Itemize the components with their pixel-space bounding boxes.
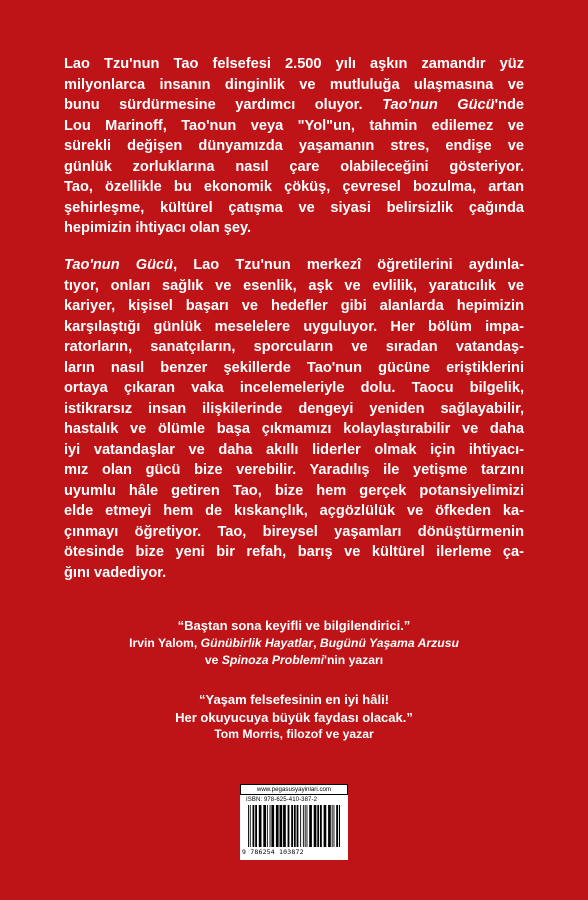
paragraph-line	[64, 399, 524, 420]
barcode-bar	[263, 805, 266, 847]
bold-text: Lao Tzu'nun Tao felsefesi	[64, 56, 271, 72]
barcode-bar	[280, 805, 283, 847]
barcode-bar	[305, 805, 306, 847]
barcode-bars-icon	[248, 805, 340, 847]
barcode-bar	[253, 805, 255, 847]
body-text: ve	[204, 653, 222, 667]
barcode-bar	[271, 805, 274, 847]
body-text: , Lao Tzu'nun merkezî öğretilerini aydınla-	[173, 257, 525, 273]
review-quote-1	[64, 617, 524, 670]
barcode-bar	[303, 805, 304, 847]
body-text: milyonlarca insanın dinginlik ve mutluluğa ulaşmasına ve	[64, 76, 524, 93]
body-text: iyi vatandaşlar ve daha akıllı liderler olmak için ihtiyacı-	[64, 441, 524, 458]
barcode-bar	[324, 805, 327, 847]
barcode-bar	[332, 805, 333, 847]
body-text: bunu sürdürmesine yardımcı oluyor.	[64, 97, 383, 113]
paragraph-line	[64, 136, 524, 157]
barcode-panel	[240, 784, 348, 860]
description-paragraph-1	[64, 54, 524, 239]
italic-title-text: Günübirlik Hayatlar	[200, 635, 314, 650]
barcode-bar	[294, 805, 296, 847]
body-text: karşılaştığı günlük meselelere uyguluyor. Her bölüm impa-	[64, 318, 524, 335]
barcode-bar	[320, 805, 322, 847]
paragraph-line	[64, 75, 524, 96]
publisher-url: www.pegasusyayinlari.com	[240, 784, 348, 795]
body-text: hepimizin ihtiyacı olan şey.	[64, 220, 252, 236]
barcode-bar	[288, 805, 290, 847]
paragraph-line	[64, 440, 524, 461]
barcode-bar	[339, 805, 340, 847]
paragraph-line	[64, 522, 524, 543]
body-text: uyumlu hâle getiren Tao, bize hem gerçek potansiyelimizi	[64, 482, 524, 499]
paragraph-line	[64, 317, 524, 338]
body-text: Irvin Yalom,	[129, 635, 201, 650]
italic-title-text: Tao'nun Gücü	[382, 97, 495, 113]
barcode-bar	[328, 805, 331, 847]
paragraph-line	[64, 116, 524, 137]
body-text: ,	[313, 635, 320, 650]
barcode-bar	[317, 805, 319, 847]
paragraph-line	[64, 542, 524, 563]
italic-title-text: Bugünü Yaşama Arzusu	[319, 635, 459, 650]
barcode-digits: 9 786254 103872	[242, 848, 304, 856]
paragraph-line	[64, 157, 524, 178]
barcode-bar	[297, 805, 299, 847]
barcode-bar	[259, 805, 262, 847]
paragraph-line	[64, 481, 524, 502]
barcode-bar	[291, 805, 293, 847]
barcode-bar	[267, 805, 268, 847]
paragraph-line	[64, 501, 524, 522]
paragraph-line	[64, 419, 524, 440]
barcode-bar	[300, 805, 301, 847]
barcode-bar	[248, 805, 249, 847]
body-text: mız olan gücü bize verebilir. Yaradılış ile yetişme tarzını	[64, 462, 524, 478]
barcode-bar	[309, 805, 312, 847]
barcode-bar	[334, 805, 335, 847]
barcode-bar	[283, 805, 286, 847]
body-text: çınmayı öğretiyor. Tao, bireysel yaşamları dönüştürmenin	[64, 523, 524, 540]
paragraph-line	[64, 54, 524, 75]
body-text: 'nin yazarı	[324, 653, 384, 667]
paragraph-line	[64, 276, 524, 297]
description-paragraph-2	[64, 255, 524, 583]
body-text: kariyer, kişisel başarı ve hedefler gibi alanlarda hepimizin	[64, 298, 524, 314]
barcode-bar	[255, 805, 257, 847]
paragraph-line	[64, 358, 524, 379]
body-text: 'nde	[494, 97, 524, 113]
body-text: elde etmeyi hem de kıskançlık, açgözlülük ve öfkeden ka-	[64, 503, 524, 519]
body-text: tıyor, onları sağlık ve esenlik, aşk ve evlilik, yaratıcılık ve	[64, 277, 524, 294]
body-text: günlük zorluklarına nasıl çare olabileceğini gösteriyor.	[64, 158, 524, 175]
quote-attribution	[64, 652, 524, 670]
body-text: ğını vadediyor.	[64, 564, 167, 581]
body-text: ortaya çıkaran vaka incelemeleriyle dolu. Taocu bilgelik,	[64, 380, 524, 396]
body-text: Tom Morris, filozof ve yazar	[214, 727, 374, 741]
paragraph-line	[64, 218, 524, 239]
isbn-label: ISBN: 978-625-410-387-2	[246, 797, 318, 803]
body-text: Tao, özellikle bu ekonomik çöküş, çevresel bozulma, artan	[64, 179, 524, 195]
paragraph-line	[64, 460, 524, 481]
barcode-bar	[314, 805, 317, 847]
barcode-bar	[250, 805, 251, 847]
barcode-bar	[276, 805, 279, 847]
quote-attribution	[64, 726, 524, 744]
quote-text: “Baştan sona keyifli ve bilgilendirici.”	[177, 618, 411, 633]
quote-text: Her okuyucuya büyük faydası olacak.”	[175, 709, 413, 725]
body-text: ratorların, sanatçıların, sporcuların ve sıradan vatandaş-	[64, 339, 524, 355]
quote-text: “Yaşam felsefesinin en iyi hâli!	[198, 692, 390, 707]
paragraph-line	[64, 337, 524, 358]
body-text: ların nasıl benzer şekillerde Tao'nun gücüne eriştiklerini	[64, 359, 524, 376]
paragraph-line	[64, 95, 524, 116]
body-text: Lou Marinoff, Tao'nun veya "Yol"un, tahmin edilemez ve	[64, 117, 524, 134]
body-text: şehirleşme, kültürel çatışma ve siyasi belirsizlik çağında	[64, 199, 524, 216]
paragraph-line	[64, 198, 524, 219]
italic-title-text: Tao'nun Gücü	[64, 257, 174, 273]
body-text: istikrarsız insan ilişkilerinde dengeyi yeniden sağlayabilir,	[64, 400, 524, 417]
paragraph-line	[64, 296, 524, 317]
body-text: ötesinde bize yeni bir refah, barış ve kültürel ilerleme ça-	[64, 544, 524, 560]
barcode-bar	[270, 805, 271, 847]
quote-attribution	[64, 635, 524, 653]
paragraph-line	[64, 563, 524, 584]
review-quote-2	[64, 691, 524, 744]
paragraph-line	[64, 255, 524, 276]
barcode-bar	[307, 805, 308, 847]
barcode-bar	[336, 805, 338, 847]
paragraph-line	[64, 177, 524, 198]
paragraph-line	[64, 378, 524, 399]
body-text: 2.500 yılı aşkın zamandır yüz	[270, 56, 524, 72]
body-text: hastalık ve ölümle başa çıkmamızı kolaylaştırabilir ve daha	[64, 421, 524, 437]
italic-title-text: Spinoza Problemi	[221, 653, 325, 667]
body-text: sürekli değişen dünyamızda yaşamanın stres, endişe ve	[64, 138, 524, 154]
